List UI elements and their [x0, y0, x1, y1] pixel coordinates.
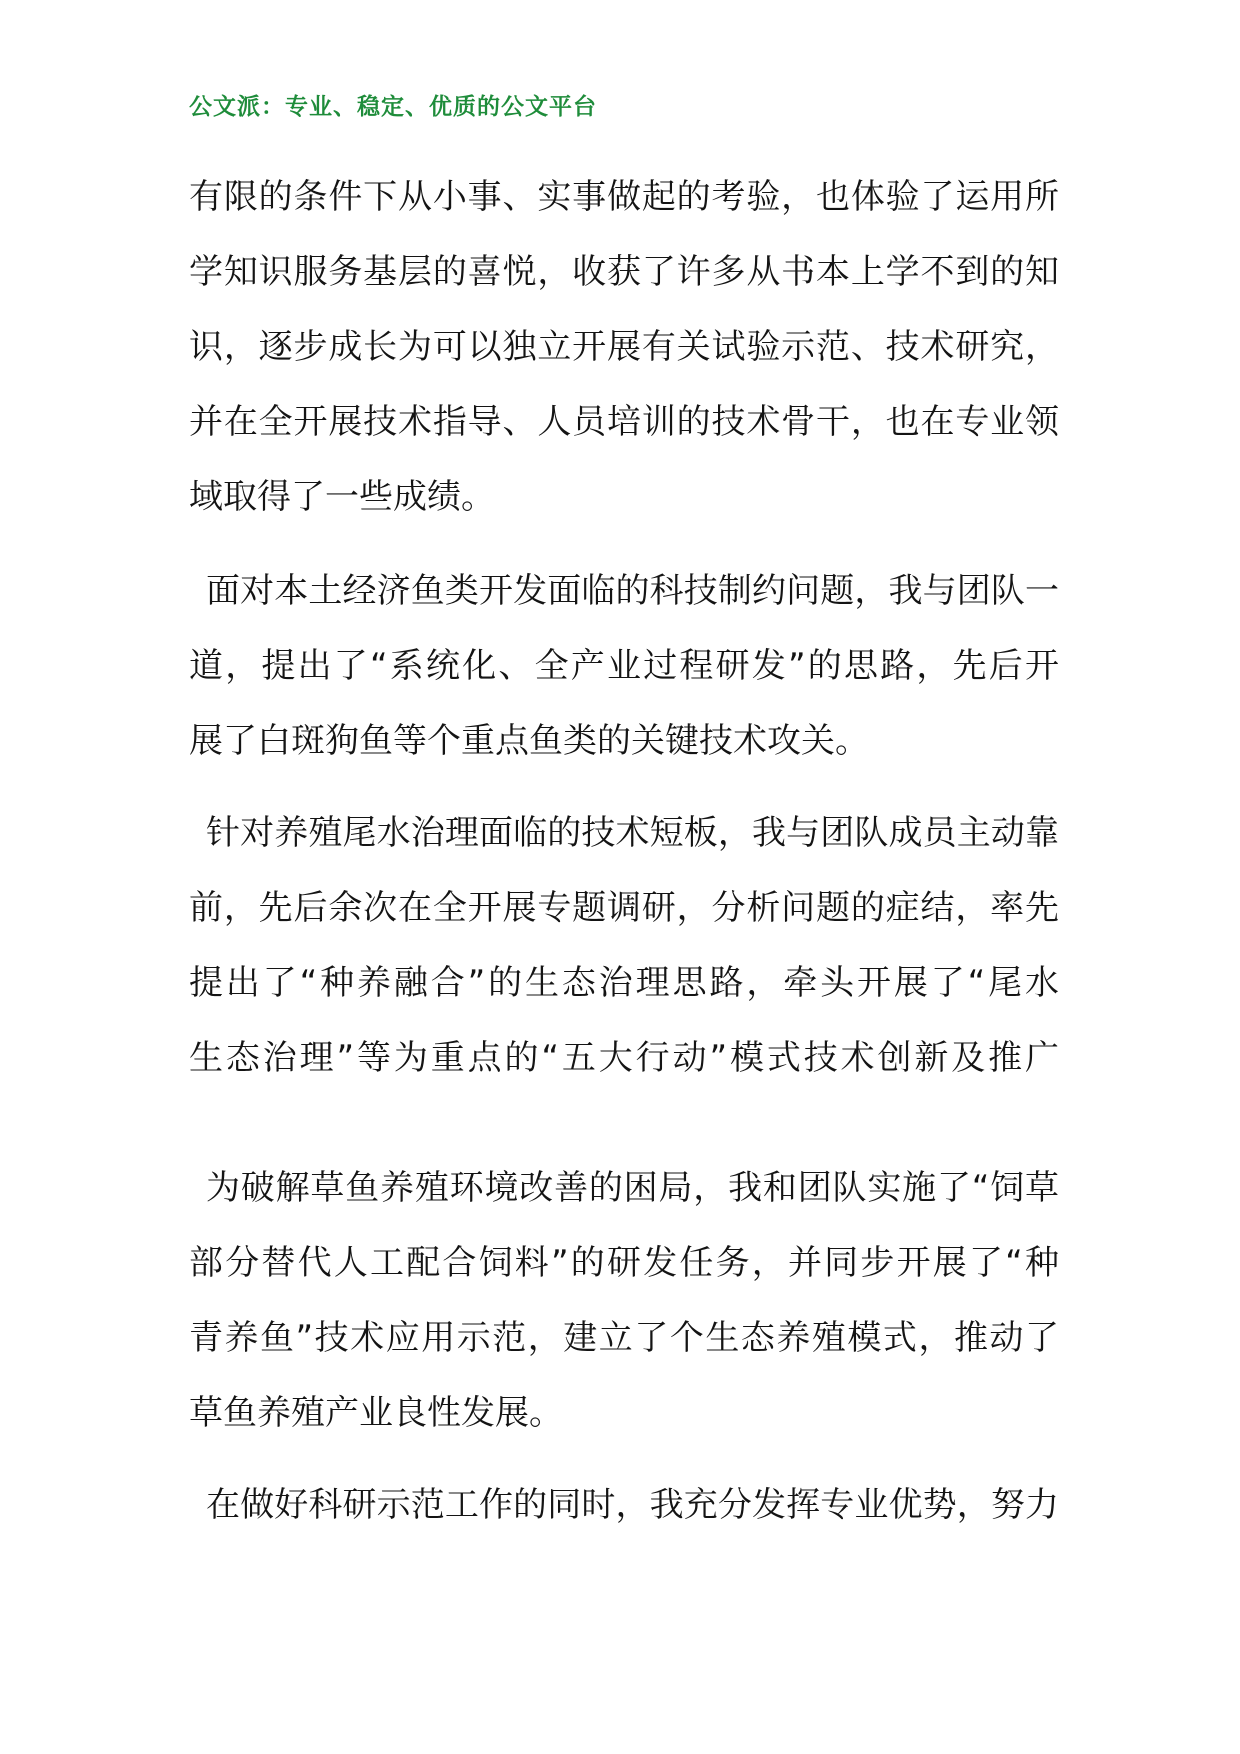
paragraph-line: 生态治理”等为重点的“五大行动”模式技术创新及推广	[189, 1038, 1059, 1078]
paragraph-line: 部分替代人工配合饲料”的研发任务，并同步开展了“种	[189, 1243, 1059, 1283]
paragraph-line: 针对养殖尾水治理面临的技术短板，我与团队成员主动靠	[206, 813, 1059, 853]
paragraph-line: 展了白斑狗鱼等个重点鱼类的关键技术攻关。	[189, 721, 869, 761]
site-header-title: 公文派：专业、稳定、优质的公文平台	[189, 94, 597, 120]
paragraph-line: 草鱼养殖产业良性发展。	[189, 1393, 563, 1433]
paragraph-line: 有限的条件下从小事、实事做起的考验，也体验了运用所	[189, 177, 1059, 217]
paragraph-line: 道，提出了“系统化、全产业过程研发”的思路，先后开	[189, 646, 1059, 686]
paragraph-line: 前，先后余次在全开展专题调研，分析问题的症结，率先	[189, 888, 1059, 928]
paragraph-line: 提出了“种养融合”的生态治理思路，牵头开展了“尾水	[189, 963, 1059, 1003]
paragraph-line: 在做好科研示范工作的同时，我充分发挥专业优势，努力	[206, 1485, 1059, 1525]
paragraph-line: 青养鱼”技术应用示范，建立了个生态养殖模式，推动了	[189, 1318, 1059, 1358]
paragraph-line: 并在全开展技术指导、人员培训的技术骨干，也在专业领	[189, 402, 1059, 442]
paragraph-line: 为破解草鱼养殖环境改善的困局，我和团队实施了“饲草	[206, 1168, 1059, 1208]
paragraph-line: 学知识服务基层的喜悦，收获了许多从书本上学不到的知	[189, 252, 1059, 292]
paragraph-line: 识，逐步成长为可以独立开展有关试验示范、技术研究，	[189, 327, 1059, 367]
paragraph-line: 域取得了一些成绩。	[189, 477, 495, 517]
paragraph-line: 面对本土经济鱼类开发面临的科技制约问题，我与团队一	[206, 571, 1059, 611]
